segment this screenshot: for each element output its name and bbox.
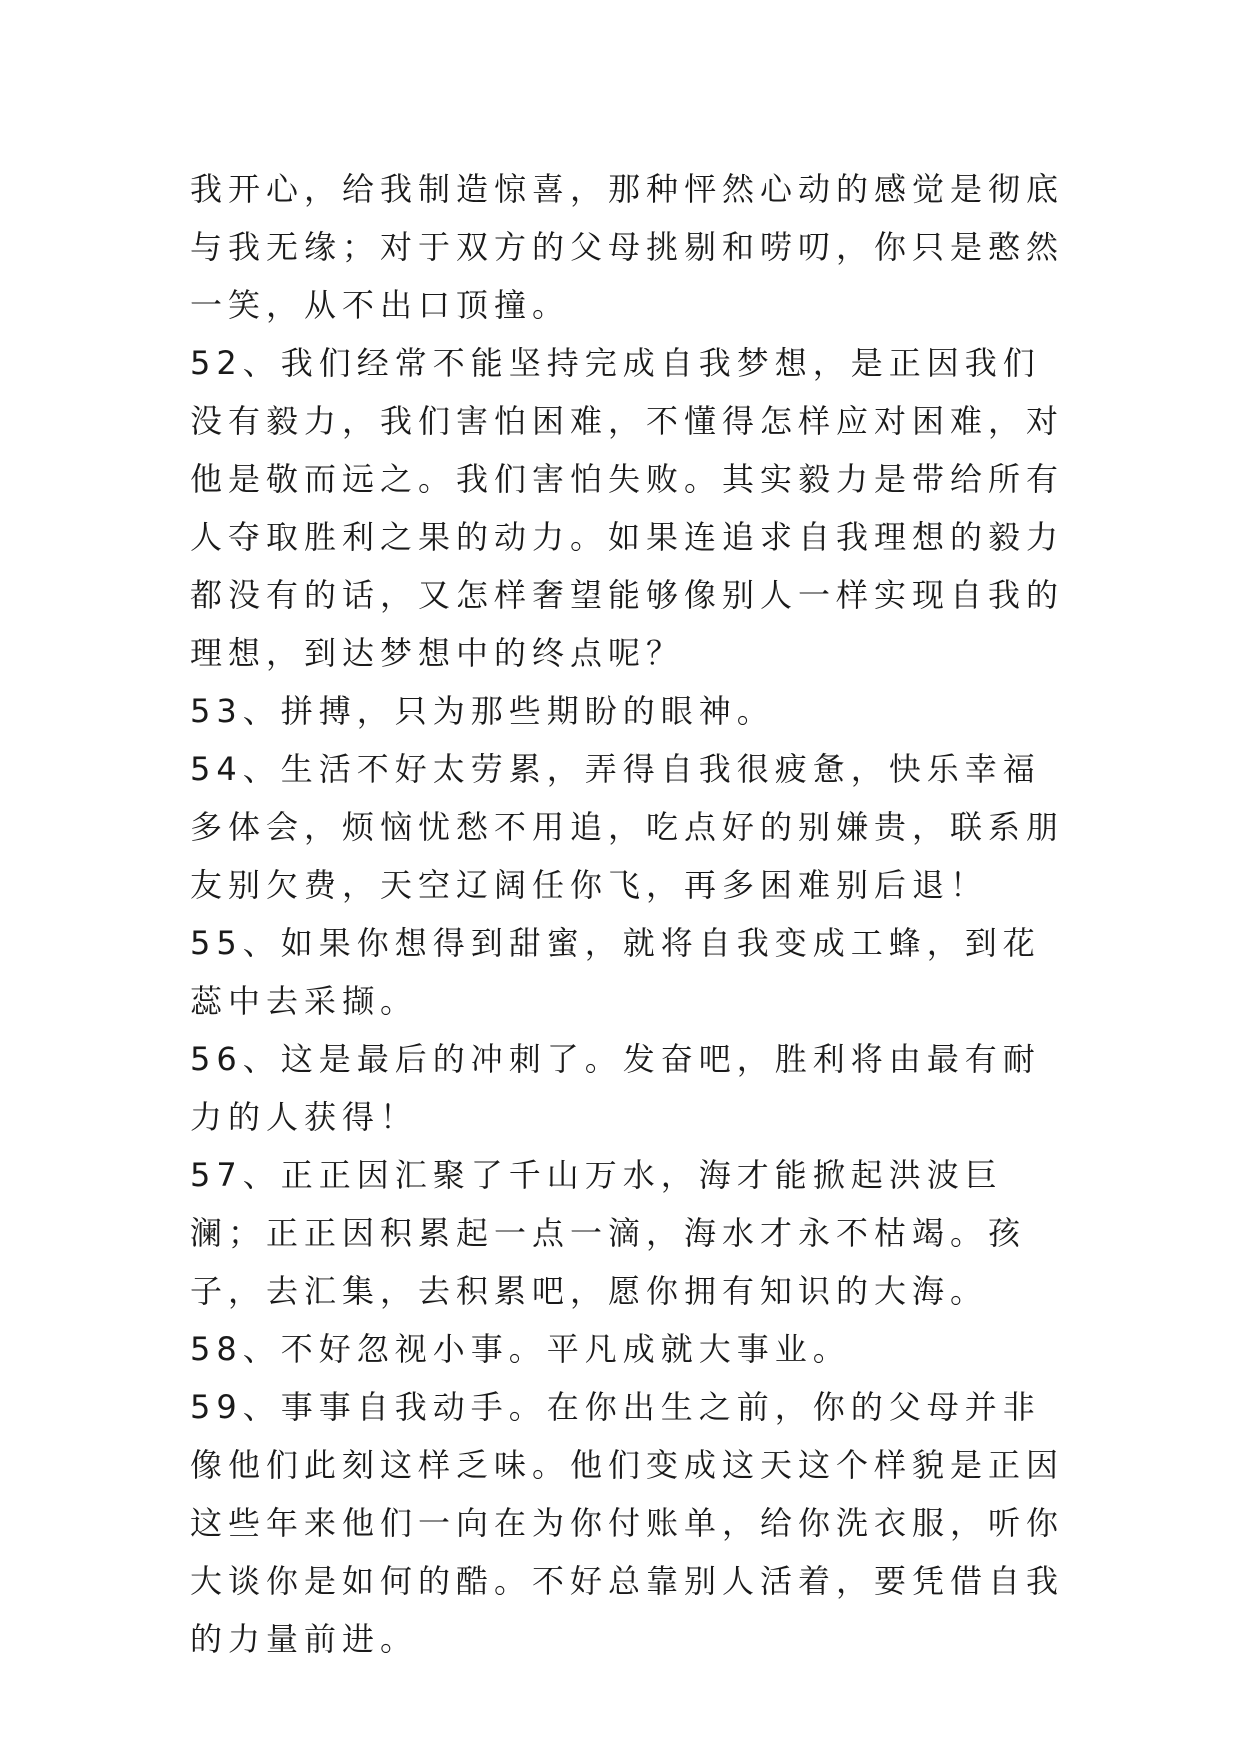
paragraph: 56、这是最后的冲刺了。发奋吧，胜利将由最有耐力的人获得！ bbox=[190, 1040, 1041, 1136]
paragraph: 55、如果你想得到甜蜜，就将自我变成工蜂，到花蕊中去采撷。 bbox=[190, 924, 1041, 1020]
paragraph: 58、不好忽视小事。平凡成就大事业。 bbox=[190, 1330, 851, 1368]
paragraph: 59、事事自我动手。在你出生之前，你的父母并非像他们此刻这样乏味。他们变成这天这个样貌是正因这些年来他们一向在为你付账单，给你洗衣服，听你大谈你是如何的酷。不好总靠别人活着，要凭借自我的力量前进。 bbox=[190, 1388, 1065, 1658]
paragraph: 我开心，给我制造惊喜，那种怦然心动的感觉是彻底与我无缘；对于双方的父母挑剔和唠叨，你只是憨然一笑，从不出口顶撞。 bbox=[190, 170, 1065, 324]
paragraph: 57、正正因汇聚了千山万水，海才能掀起洪波巨澜；正正因积累起一点一滴，海水才永不枯竭。孩子，去汇集，去积累吧，愿你拥有知识的大海。 bbox=[190, 1156, 1027, 1310]
paragraph: 54、生活不好太劳累，弄得自我很疲惫，快乐幸福多体会，烦恼忧愁不用追，吃点好的别嫌贵，联系朋友别欠费，天空辽阔任你飞，再多困难别后退！ bbox=[190, 750, 1065, 904]
paragraph: 53、拼搏，只为那些期盼的眼神。 bbox=[190, 692, 775, 730]
paragraph: 52、我们经常不能坚持完成自我梦想，是正因我们没有毅力，我们害怕困难，不懂得怎样应对困难，对他是敬而远之。我们害怕失败。其实毅力是带给所有人夺取胜利之果的动力。如果连追求自我理想的毅力都没有的话，又怎样奢望能够像别人一样实现自我的理想，到达梦想中的终点呢？ bbox=[190, 344, 1065, 672]
document-body bbox=[190, 160, 1070, 1668]
